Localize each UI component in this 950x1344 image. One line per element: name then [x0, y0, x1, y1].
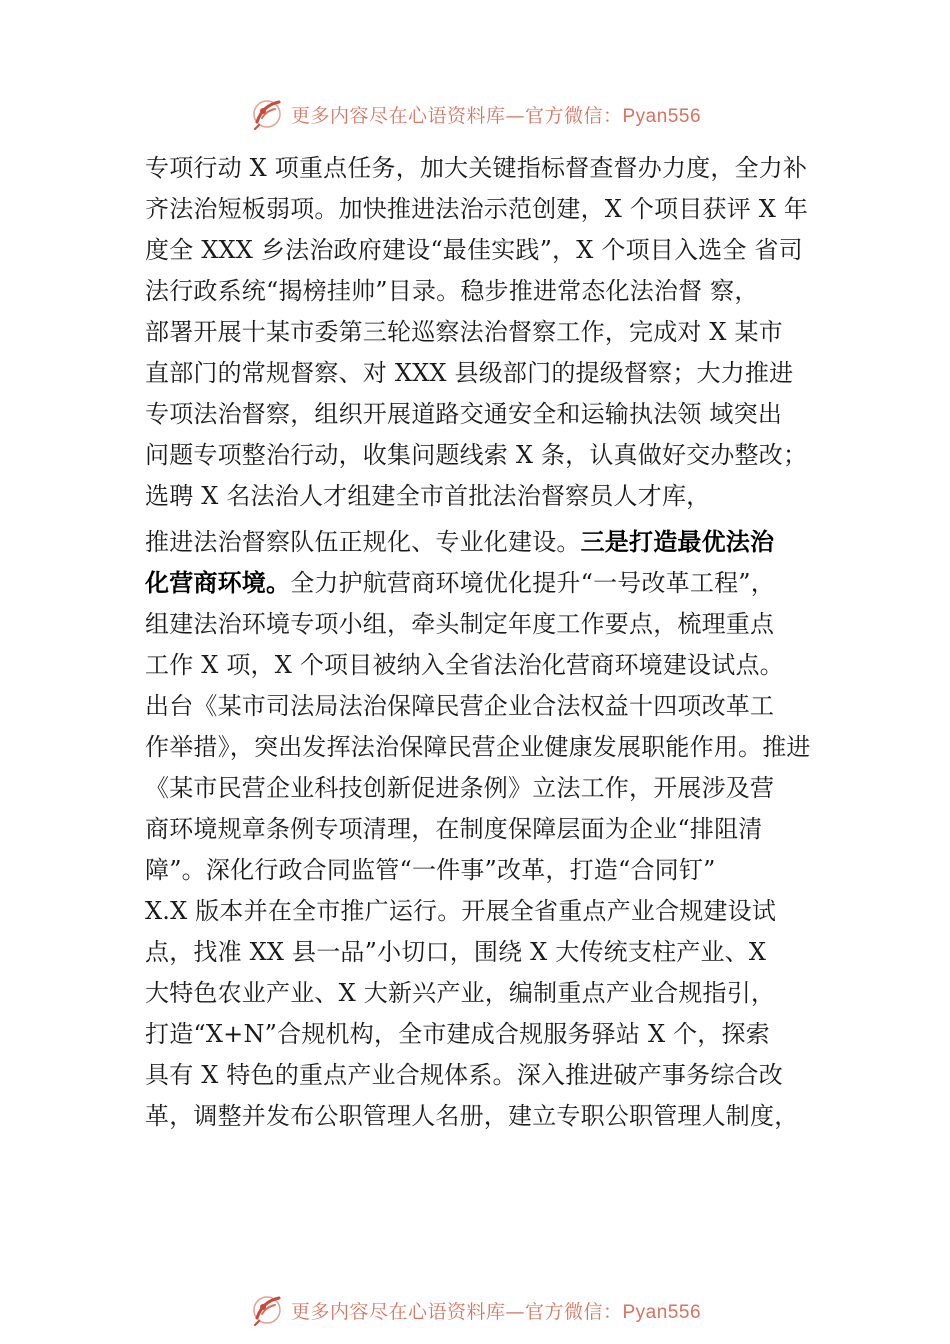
text-line: 大特色农业产业、X 大新兴产业，编制重点产业合规指引，: [145, 979, 776, 1007]
text-line: 出台《某市司法局法治保障民营企业合法权益十四项改革工: [145, 692, 775, 720]
banner-text: 更多内容尽在心语资料库—官方微信：Pyan556: [290, 1300, 702, 1323]
text-line: 度全 XXX 乡法治政府建设“最佳实践”，X 个项目入选全 省司: [145, 236, 803, 264]
text-line: 点，找准 XX 县一品”小切口，围绕 X 大传统支柱产业、X: [145, 938, 767, 966]
banner-text: 更多内容尽在心语资料库—官方微信：Pyan556: [290, 104, 702, 127]
wechat-id: Pyan556: [622, 1301, 702, 1323]
bold-heading: 三是打造最优法治: [580, 528, 775, 556]
text-line: 具有 X 特色的重点产业合规体系。深入推进破产事务综合改: [145, 1061, 783, 1089]
text-line: [145, 563, 835, 604]
text-line: 《某市民营企业科技创新促进条例》立法工作，开展涉及营: [145, 774, 775, 802]
text-line: 法行政系统“揭榜挂帅”目录。稳步推进常态化法治督 察，: [145, 277, 759, 305]
text-line: 专项行动 X 项重点任务，加大关键指标督查督办力度，全力补: [145, 154, 808, 182]
header-banner: [0, 94, 950, 134]
text-line: 专项法治督察，组织开展道路交通安全和运输执法领 域突出: [145, 400, 783, 428]
text-line: X.X 版本并在全市推广运行。开展全省重点产业合规建设试: [145, 897, 777, 925]
text-line: 直部门的常规督察、对 XXX 县级部门的提级督察；大力推进: [145, 359, 794, 387]
text-line: 部署开展十某市委第三轮巡察法治督察工作，完成对 X 某市: [145, 318, 783, 346]
text-line: 工作 X 项，X 个项目被纳入全省法治化营商环境建设试点。: [145, 651, 784, 679]
bold-heading: 化营商环境。: [145, 569, 291, 597]
text-line: 齐法治短板弱项。加快推进法治示范创建，X 个项目获评 X 年: [145, 195, 809, 223]
text-line: 革，调整并发布公职管理人名册，建立专职公职管理人制度，: [145, 1102, 799, 1130]
text-line: 选聘 X 名法治人才组建全市首批法治督察员人才库，: [145, 482, 711, 510]
text-line: 问题专项整治行动，收集问题线索 X 条，认真做好交办整改；: [145, 441, 808, 469]
text-line: [145, 522, 835, 563]
brush-rose-logo-icon: [249, 1292, 285, 1328]
brush-rose-logo-icon: [249, 96, 285, 132]
text-line: 组建法治环境专项小组，牵头制定年度工作要点，梳理重点: [145, 610, 775, 638]
text-run: 全力护航营商环境优化提升“一号改革工程”，: [290, 569, 775, 597]
text-line: 打造“X+N”合规机构，全市建成合规服务驿站 X 个，探索: [145, 1020, 770, 1048]
text-line: 商环境规章条例专项清理，在制度保障层面为企业“排阻清: [145, 815, 763, 843]
document-body: [145, 148, 835, 1137]
wechat-id: Pyan556: [622, 105, 702, 127]
text-run: 推进法治督察队伍正规化、专业化建设。: [145, 528, 581, 556]
text-line: 障”。深化行政合同监管“一件事”改革，打造“合同钉”: [145, 856, 716, 884]
footer-banner: [0, 1290, 950, 1330]
text-line: 作举措》，突出发挥法治保障民营企业健康发展职能作用。推进: [145, 733, 811, 761]
